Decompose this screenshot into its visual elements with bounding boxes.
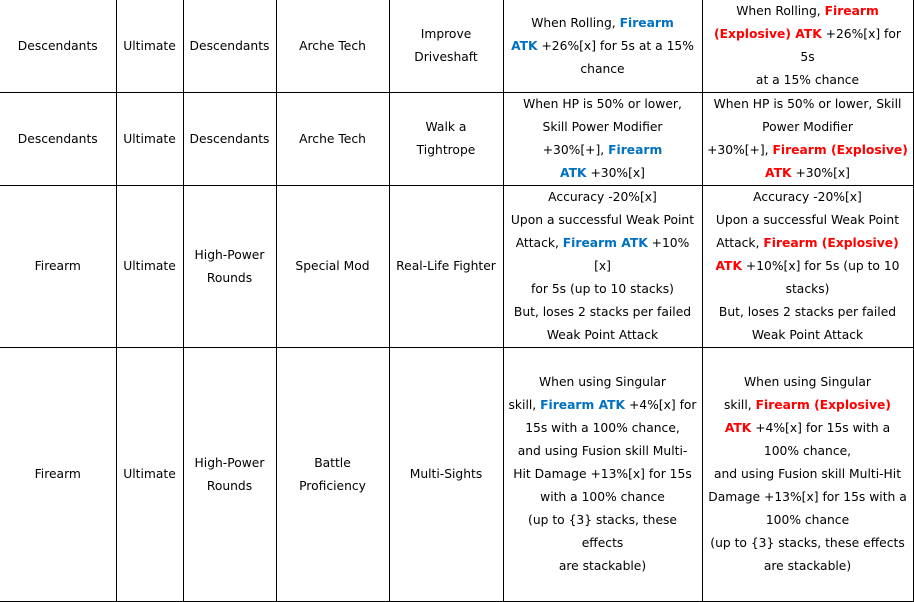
effect-line	[508, 58, 698, 81]
type-cell: Arche Tech	[276, 93, 389, 186]
effect-text: Attack,	[716, 236, 764, 250]
effect-text: and using Fusion skill Multi-Hit	[713, 467, 902, 481]
cell-line: Multi-Sights	[409, 467, 483, 481]
effect-cell-red	[702, 0, 913, 93]
effect-text: (up to {3} stacks, these effects	[528, 513, 677, 550]
effect-text: +4%[x] for	[625, 398, 697, 412]
effect-cell-red	[702, 186, 913, 348]
cell-line: Walk a	[425, 120, 467, 134]
effect-line	[707, 440, 909, 463]
effect-text: When Rolling,	[736, 4, 825, 18]
effect-line	[707, 509, 909, 532]
cell-line: Rounds	[206, 270, 253, 285]
effect-line	[707, 139, 909, 162]
effect-line	[707, 162, 909, 185]
highlighted-stat: ATK	[560, 166, 587, 180]
effect-line	[707, 23, 909, 69]
effect-line	[508, 209, 698, 232]
effect-text: Power Modifier	[762, 120, 853, 134]
effect-line	[508, 301, 698, 324]
effect-line	[508, 555, 698, 578]
highlighted-stat: Firearm ATK	[540, 398, 626, 412]
effect-text: are stackable)	[763, 559, 852, 573]
highlighted-stat: Firearm	[608, 143, 663, 157]
effect-line	[508, 93, 698, 116]
effect-line	[508, 12, 698, 35]
effect-line	[707, 532, 909, 555]
effect-text: stacks)	[785, 282, 830, 296]
effect-line	[707, 255, 909, 278]
effect-line	[508, 394, 698, 417]
module-name-cell	[389, 348, 503, 602]
highlighted-stat: ATK	[715, 259, 742, 273]
effect-line	[707, 186, 909, 209]
effect-text: Skill Power Modifier	[542, 120, 663, 134]
effect-text: Upon a successful Weak Point	[715, 213, 900, 227]
highlighted-stat: Firearm (Explosive)	[772, 143, 908, 157]
effect-line	[707, 301, 909, 324]
highlighted-stat: Firearm	[619, 15, 674, 30]
cell-line: Tightrope	[416, 143, 476, 157]
highlighted-stat: (Explosive) ATK	[714, 27, 822, 41]
effect-text: When using Singular	[539, 375, 666, 389]
type-cell	[276, 348, 389, 602]
effect-line	[707, 0, 909, 23]
table-row	[0, 0, 913, 93]
effect-line	[508, 324, 698, 347]
effect-text: Hit Damage +13%[x] for 15s	[513, 467, 692, 481]
effect-text: Weak Point Attack	[546, 328, 659, 342]
effect-line	[707, 463, 909, 486]
highlighted-stat: ATK	[511, 38, 538, 53]
effect-line	[508, 232, 698, 278]
type-cell: Special Mod	[276, 186, 389, 348]
effect-text: When HP is 50% or lower, Skill	[713, 97, 902, 111]
effect-text: +30%[+],	[542, 143, 609, 157]
effect-line	[508, 116, 698, 139]
effect-text: chance	[580, 61, 625, 76]
effect-text: +10%[x] for 5s (up to 10	[741, 259, 900, 273]
effect-text: When Rolling,	[531, 15, 620, 30]
table-row	[0, 186, 913, 348]
category-cell: Descendants	[0, 0, 116, 93]
effect-text: skill,	[508, 398, 541, 412]
effect-text: Damage +13%[x] for 15s with a	[708, 490, 907, 504]
module-name-cell	[389, 186, 503, 348]
effect-line	[707, 555, 909, 578]
effect-text: and using Fusion skill Multi-	[517, 444, 688, 458]
effect-text: +26%[x] for 5s	[800, 27, 901, 64]
effect-line	[508, 509, 698, 555]
effect-line	[707, 324, 909, 347]
tier-cell: Ultimate	[116, 186, 183, 348]
group-cell: Descendants	[183, 93, 276, 186]
cell-line: Rounds	[206, 478, 253, 493]
effect-text: Upon a successful Weak Point	[510, 213, 695, 227]
effect-text: are stackable)	[558, 559, 647, 573]
effect-line	[707, 93, 909, 116]
effect-line	[508, 440, 698, 463]
module-name-cell	[389, 93, 503, 186]
cell-line: High-Power	[194, 455, 265, 470]
effect-text: Accuracy -20%[x]	[753, 190, 862, 204]
table-row	[0, 348, 913, 602]
effect-text: 100% chance	[765, 513, 850, 527]
effect-text: Weak Point Attack	[751, 328, 864, 342]
effect-line	[707, 278, 909, 301]
effect-text: at a 15% chance	[755, 73, 860, 87]
effect-text: +10%[x]	[594, 236, 690, 273]
effect-text: When using Singular	[744, 375, 871, 389]
effect-text: But, loses 2 stacks per failed	[513, 305, 692, 319]
highlighted-stat: ATK	[724, 421, 752, 435]
effect-line	[707, 116, 909, 139]
effect-text: +30%[x]	[791, 166, 850, 180]
effect-cell-blue	[503, 0, 702, 93]
effect-text: 100% chance,	[763, 444, 852, 458]
cell-line: Improve	[420, 27, 472, 41]
tier-cell: Ultimate	[116, 0, 183, 93]
effect-line	[707, 371, 909, 394]
effect-text: 15s with a 100% chance,	[525, 421, 680, 435]
effect-text: for 5s (up to 10 stacks)	[531, 282, 674, 296]
highlighted-stat: Firearm	[824, 4, 879, 18]
group-cell: Descendants	[183, 0, 276, 93]
highlighted-stat: ATK	[765, 166, 792, 180]
effect-text: +26%[x] for 5s at a 15%	[537, 38, 694, 53]
effect-line	[508, 278, 698, 301]
effect-cell-blue	[503, 93, 702, 186]
tier-cell: Ultimate	[116, 348, 183, 602]
highlighted-stat: Firearm ATK	[562, 236, 648, 250]
category-cell: Firearm	[0, 186, 116, 348]
category-cell: Firearm	[0, 348, 116, 602]
effect-line	[508, 186, 698, 209]
effect-text: +30%[x]	[586, 166, 645, 180]
effect-text: skill,	[723, 398, 756, 412]
effect-text: When HP is 50% or lower,	[523, 97, 682, 111]
effect-line	[508, 486, 698, 509]
effect-line	[508, 417, 698, 440]
effect-cell-blue	[503, 348, 702, 602]
effect-line	[707, 232, 909, 255]
highlighted-stat: Firearm (Explosive)	[763, 236, 899, 250]
group-cell	[183, 186, 276, 348]
module-name-cell	[389, 0, 503, 93]
table-row	[0, 93, 913, 186]
effect-line	[707, 209, 909, 232]
effect-text: +30%[+],	[707, 143, 773, 157]
type-cell: Arche Tech	[276, 0, 389, 93]
effect-line	[508, 463, 698, 486]
effect-line	[707, 486, 909, 509]
effect-line	[707, 394, 909, 417]
effect-text: (up to {3} stacks, these effects	[710, 536, 905, 550]
effect-text: But, loses 2 stacks per failed	[718, 305, 897, 319]
cell-line: Real-Life Fighter	[396, 259, 496, 273]
tier-cell: Ultimate	[116, 93, 183, 186]
highlighted-stat: Firearm (Explosive)	[755, 398, 891, 412]
effect-text: +4%[x] for 15s with a	[751, 421, 891, 435]
effect-line	[707, 69, 909, 92]
effect-cell-red	[702, 93, 913, 186]
effect-line	[508, 139, 698, 162]
cell-line: Proficiency	[299, 478, 366, 493]
effect-cell-red	[702, 348, 913, 602]
effect-line	[508, 371, 698, 394]
effect-text: Accuracy -20%[x]	[548, 190, 657, 204]
effect-text: with a 100% chance	[540, 490, 665, 504]
group-cell	[183, 348, 276, 602]
effect-cell-blue	[503, 186, 702, 348]
cell-line: Driveshaft	[414, 50, 478, 64]
cell-line: Battle	[314, 455, 351, 470]
effect-line	[508, 35, 698, 58]
effect-line	[707, 417, 909, 440]
cell-line: High-Power	[194, 247, 265, 262]
effect-text: Attack,	[515, 236, 563, 250]
effect-line	[508, 162, 698, 185]
category-cell: Descendants	[0, 93, 116, 186]
